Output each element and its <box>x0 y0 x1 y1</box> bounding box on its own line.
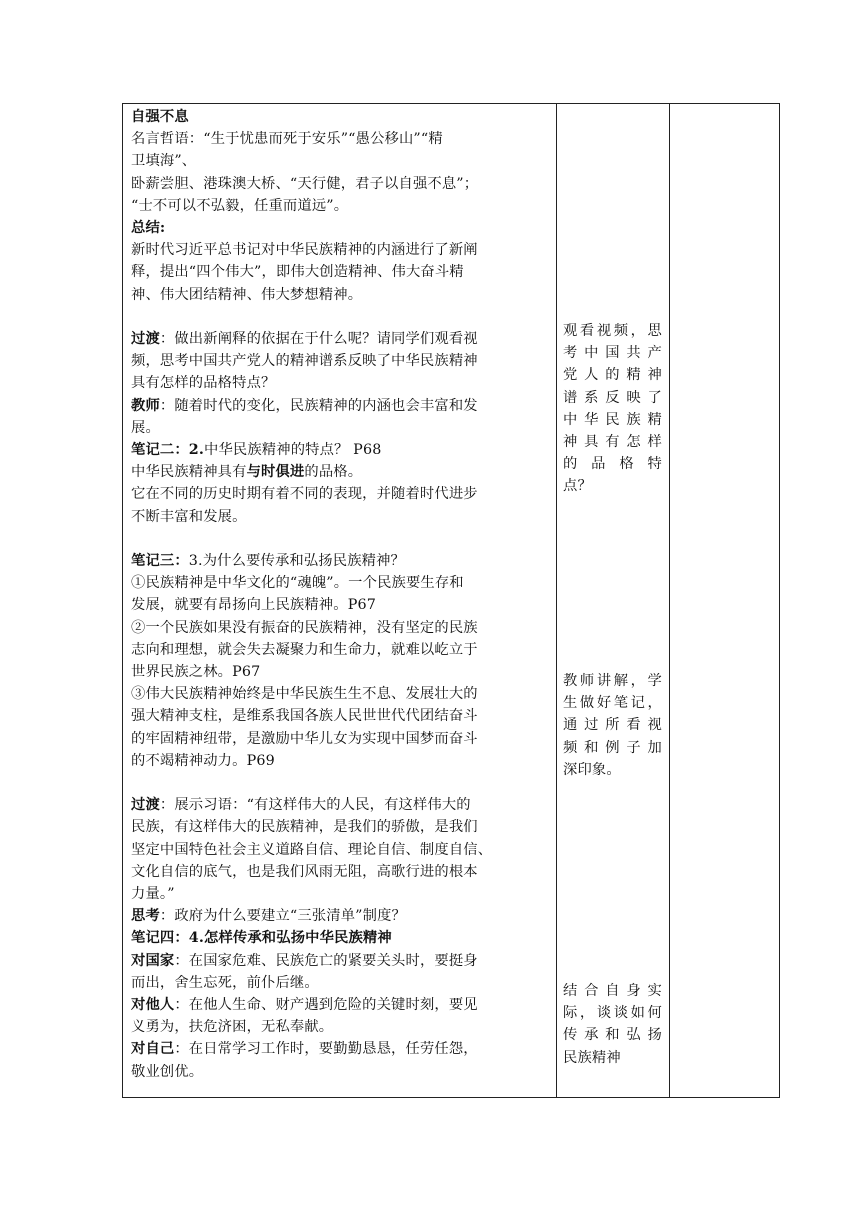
bold-label: 对国家 <box>131 952 175 969</box>
line-text: 名言哲语：“生于忧患而死于安乐”“愚公移山”“精 <box>131 131 443 148</box>
text-line <box>131 528 549 550</box>
teaching-content-cell <box>123 104 557 1098</box>
line-text: ：随着时代的变化，民族精神的内涵也会丰富和发 <box>159 397 478 414</box>
design-intent-cell <box>670 104 780 1098</box>
activity-line: 观看视频，思 <box>563 323 662 339</box>
teaching-content <box>123 104 556 1097</box>
student-activity-cell <box>557 104 670 1098</box>
text-line <box>131 927 549 949</box>
student-activity <box>557 104 669 1097</box>
line-text: 民族，有这样伟大的民族精神，是我们的骄傲，是我们 <box>131 819 478 836</box>
bold-label: 笔记三： <box>131 553 189 570</box>
text-line <box>131 705 549 727</box>
text-line <box>131 839 549 861</box>
line-text: ②一个民族如果没有振奋的民族精神，没有坚定的民族 <box>131 619 478 636</box>
text-line <box>131 728 549 750</box>
activity-line: 神具有怎样 <box>563 434 662 451</box>
text-line <box>131 350 549 372</box>
line-text: 强大精神支柱，是维系我国各族人民世世代代团结奋斗 <box>131 708 478 725</box>
text-line <box>131 506 549 528</box>
line-text: 义勇为，扶危济困，无私奉献。 <box>131 1019 334 1036</box>
activity-line: 传承和弘扬 <box>563 1027 662 1044</box>
text-line <box>131 772 549 794</box>
text-line <box>131 994 549 1016</box>
line-text: ①民族精神是中华文化的“魂魄”。一个民族要生存和 <box>131 575 464 592</box>
activity-block-video <box>563 320 662 498</box>
activity-line: 的品格特 <box>563 456 662 473</box>
text-line <box>131 483 549 505</box>
line-text: ：政府为什么要建立“三张清单”制度？ <box>159 908 406 925</box>
text-line <box>131 594 549 616</box>
text-line <box>131 661 549 683</box>
activity-line: 民族精神 <box>563 1049 621 1066</box>
text-line <box>131 417 549 439</box>
line-text: ：在他人生命、财产遇到危险的关键时刻，要见 <box>174 997 478 1014</box>
table-row <box>123 104 780 1098</box>
line-text: 神、伟大团结精神、伟大梦想精神。 <box>131 286 363 303</box>
line-text: 发展，就要有昂扬向上民族精神。P67 <box>131 597 376 614</box>
bold-label: 教师 <box>131 397 160 414</box>
text-line <box>131 639 549 661</box>
text-line <box>131 550 549 572</box>
text-line <box>131 195 549 217</box>
activity-line: 际，谈谈如何 <box>563 1005 662 1022</box>
text-line <box>131 150 549 172</box>
text-line <box>131 816 549 838</box>
activity-line: 频和例子加 <box>563 739 662 756</box>
text-line <box>131 883 549 905</box>
lesson-table <box>122 103 780 1098</box>
line-text: 它在不同的历史时期有着不同的表现，并随着时代进步 <box>131 486 478 503</box>
activity-line: 教师讲解，学 <box>563 673 662 689</box>
line-text: 卧薪尝胆、港珠澳大桥、“天行健，君子以自强不息”； <box>131 175 479 192</box>
bold-label: 总结: <box>131 220 166 237</box>
bold-label: 自强不息 <box>131 109 189 125</box>
line-text: ③伟大民族精神始终是中华民族生生不息、发展壮大的 <box>131 686 478 703</box>
bold-label: 对自己 <box>131 1041 175 1058</box>
activity-line: 考中国共产 <box>563 345 662 362</box>
line-text: 释，提出“四个伟大”，即伟大创造精神、伟大奋斗精 <box>131 264 464 281</box>
line-text: 的牢固精神纽带，是激励中华儿女为实现中国梦而奋斗 <box>131 730 478 747</box>
activity-line: 生做好笔记， <box>563 695 662 712</box>
text-line <box>131 239 549 261</box>
text-line <box>131 261 549 283</box>
bold-label: 过渡 <box>131 797 160 814</box>
text-line <box>131 173 549 195</box>
line-text: 力量。” <box>131 886 175 903</box>
line-text: 世界民族之林。P67 <box>131 664 261 681</box>
text-line <box>131 217 549 239</box>
text-line <box>131 794 549 816</box>
line-text: 不断丰富和发展。 <box>131 508 247 525</box>
line-text: 中华民族精神的特点？ P68 <box>204 442 382 459</box>
line-text: 卫填海”、 <box>131 153 197 170</box>
line-text: 新时代习近平总书记对中华民族精神的内涵进行了新阐 <box>131 242 478 259</box>
line-text: ：在日常学习工作时，要勤勤恳恳，任劳任怨， <box>174 1041 478 1058</box>
text-line <box>131 683 549 705</box>
line-text: 具有怎样的品格特点？ <box>131 375 276 392</box>
activity-line: 谱系反映了 <box>563 389 662 406</box>
text-line <box>131 372 549 394</box>
line-text: 中华民族精神具有 <box>131 464 247 481</box>
line-text: 3.为什么要传承和弘扬民族精神？ <box>188 553 405 570</box>
line-text: 展。 <box>131 419 160 436</box>
text-line <box>131 106 549 128</box>
line-text: ：在国家危难、民族危亡的紧要关头时，要挺身 <box>174 952 478 969</box>
bold-label: 笔记四：4.怎样传承和弘扬中华民族精神 <box>131 930 392 947</box>
text-line <box>131 572 549 594</box>
text-line <box>131 328 549 350</box>
line-text: 而出，舍生忘死，前仆后继。 <box>131 974 319 991</box>
text-line <box>131 1038 549 1060</box>
line-text: ：做出新阐释的依据在于什么呢？请同学们观看视 <box>159 331 478 348</box>
bold-label: 思考 <box>131 908 160 925</box>
text-line <box>131 395 549 417</box>
text-line <box>131 861 549 883</box>
line-text: 坚定中国特色社会主义道路自信、理论自信、制度自信、 <box>131 841 493 858</box>
activity-line: 深印象。 <box>563 761 621 778</box>
activity-block-notes <box>563 670 662 781</box>
text-line <box>131 617 549 639</box>
line-text: 频，思考中国共产党人的精神谱系反映了中华民族精神 <box>131 353 478 370</box>
text-line <box>131 905 549 927</box>
bold-label: 对他人 <box>131 997 175 1014</box>
text-line <box>131 461 549 483</box>
line-text: ：展示习语：“有这样伟大的人民，有这样伟大的 <box>159 797 471 814</box>
line-text: 的不竭精神动力。P69 <box>131 752 275 769</box>
bold-label: 过渡 <box>131 331 160 348</box>
activity-line: 结合自身实 <box>563 983 662 999</box>
bold-label: 与时俱进 <box>246 464 305 481</box>
text-line <box>131 1016 549 1038</box>
line-text: “士不可以不弘毅，任重而道远”。 <box>131 197 349 214</box>
text-line <box>131 306 549 328</box>
activity-block-reflection <box>563 980 662 1069</box>
activity-line: 中华民族精 <box>563 411 662 428</box>
text-line <box>131 972 549 994</box>
line-text: 敬业创优。 <box>131 1063 204 1080</box>
activity-line: 通过所看视 <box>563 717 662 734</box>
text-line <box>131 750 549 772</box>
text-line <box>131 950 549 972</box>
activity-line: 党人的精神 <box>563 367 662 384</box>
line-text: 的品格。 <box>304 464 363 481</box>
text-line <box>131 439 549 461</box>
bold-label: 笔记二：2. <box>131 442 205 459</box>
activity-line: 点？ <box>563 478 592 495</box>
line-text: 文化自信的底气，也是我们风雨无阻，高歌行进的根本 <box>131 863 478 880</box>
text-line <box>131 1061 549 1083</box>
text-line <box>131 284 549 306</box>
line-text: 志向和理想，就会失去凝聚力和生命力，就难以屹立于 <box>131 641 478 658</box>
text-line <box>131 128 549 150</box>
